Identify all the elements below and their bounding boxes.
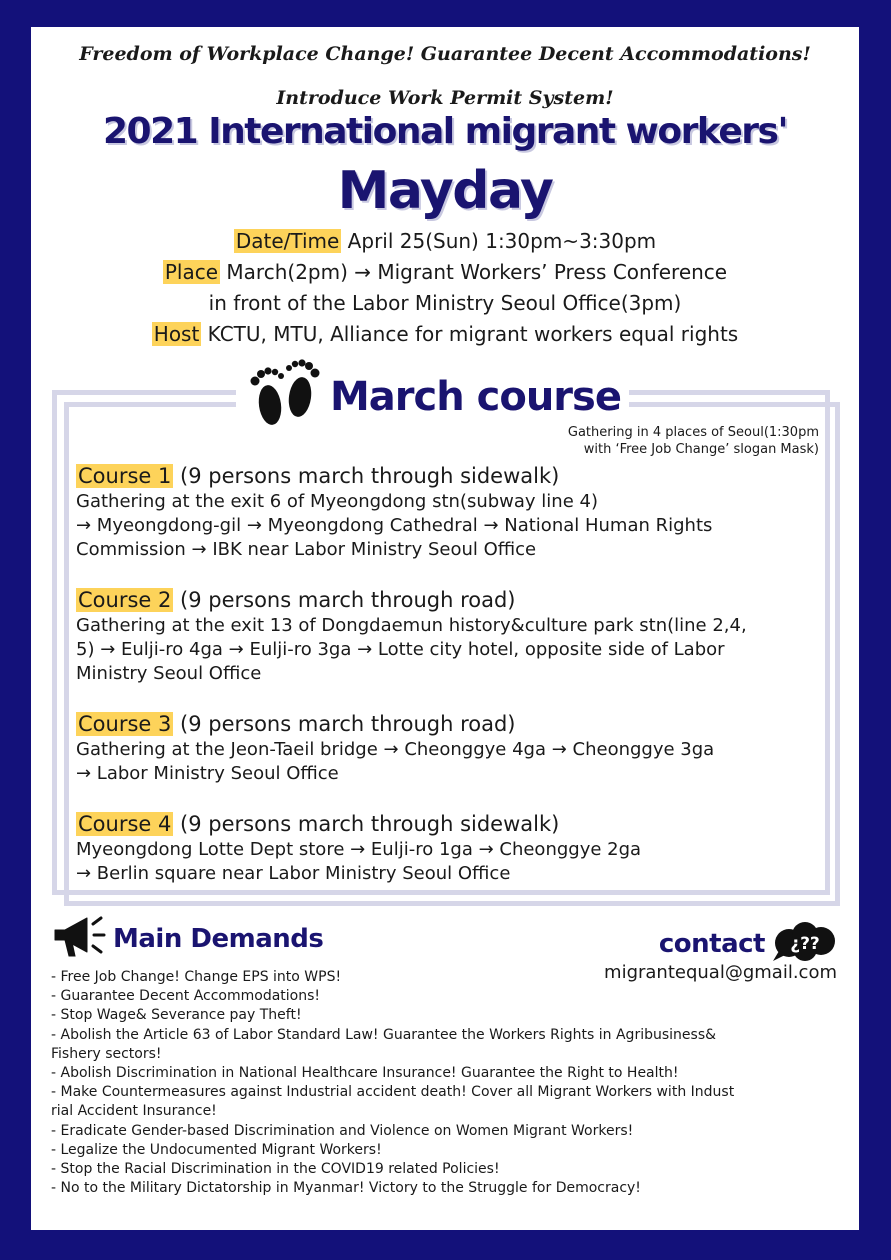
event-title-mayday: Mayday: [337, 161, 553, 221]
list-item: - Abolish the Article 63 of Labor Standard Law! Guarantee the Workers Rights in Agribusiness&: [51, 1026, 717, 1043]
datetime-label: Date/Time: [235, 229, 340, 253]
course-label: Course 2: [78, 588, 172, 612]
course-route-line: → Labor Ministry Seoul Office: [76, 763, 339, 784]
list-item: Fishery sectors!: [51, 1045, 162, 1062]
course-label: Course 4: [78, 812, 172, 836]
contact-heading: [659, 921, 837, 967]
list-item: - Abolish Discrimination in National Healthcare Insurance! Guarantee the Right to Health!: [51, 1065, 679, 1082]
course-label: Course 1: [78, 464, 172, 488]
slogan-second: Introduce Work Permit System!: [276, 87, 614, 109]
course-route-line: → Myeongdong-gil → Myeongdong Cathedral → National Human Rights: [76, 515, 713, 536]
gathering-note: [568, 424, 819, 458]
speech-cloud-text: ¿??: [790, 934, 820, 954]
course-route-line: → Berlin square near Labor Ministry Seoul Office: [76, 863, 511, 884]
speech-cloud-icon: [771, 921, 837, 967]
list-item: - Make Countermeasures against Industrial accident death! Cover all Migrant Workers with Indust: [51, 1084, 735, 1101]
demands-heading: [51, 912, 323, 966]
course-route-line: Myeongdong Lotte Dept store → Eulji-ro 1ga → Cheonggye 2ga: [76, 839, 642, 860]
gathering-note-line2: with ‘Free Job Change’ slogan Mask): [583, 442, 819, 457]
course-subtitle: (9 persons march through road): [173, 588, 516, 612]
course-route-line: Ministry Seoul Office: [76, 663, 262, 684]
demands-list: [51, 968, 846, 1198]
course-route-line: Gathering at the exit 13 of Dongdaemun history&culture park stn(line 2,4,: [76, 615, 747, 636]
list-item: - Eradicate Gender-based Discrimination and Violence on Women Migrant Workers!: [51, 1122, 634, 1139]
course-3: [76, 711, 826, 786]
gathering-note-line1: Gathering in 4 places of Seoul(1:30pm: [567, 425, 819, 440]
event-title: 2021 International migrant workers': [102, 111, 787, 152]
footprints-icon: [244, 357, 324, 437]
slogan-top: Freedom of Workplace Change! Guarantee Decent Accommodations!: [79, 43, 811, 65]
list-item: - Legalize the Undocumented Migrant Workers!: [51, 1141, 382, 1158]
contact-title: contact: [658, 929, 765, 959]
course-route-line: 5) → Eulji-ro 4ga → Eulji-ro 3ga → Lotte city hotel, opposite side of Labor: [76, 639, 725, 660]
course-label: Course 3: [78, 712, 172, 736]
list-item: - Stop the Racial Discrimination in the COVID19 related Policies!: [51, 1161, 500, 1178]
host-value: KCTU, MTU, Alliance for migrant workers equal rights: [201, 322, 739, 346]
megaphone-icon: [51, 912, 107, 966]
contact-email[interactable]: migrantequal@gmail.com: [604, 962, 837, 983]
course-route-line: Gathering at the Jeon-Taeil bridge → Cheonggye 4ga → Cheonggye 3ga: [76, 739, 715, 760]
course-route-line: Gathering at the exit 6 of Myeongdong stn(subway line 4): [76, 491, 598, 512]
poster: [31, 27, 859, 1230]
place-value-2: in front of the Labor Ministry Seoul Office(3pm): [208, 291, 682, 315]
place-label: Place: [164, 260, 219, 284]
course-2: [76, 587, 826, 686]
list-item: - No to the Military Dictatorship in Myanmar! Victory to the Struggle for Democracy!: [51, 1180, 641, 1197]
course-4: [76, 811, 826, 886]
demands-title: Main Demands: [113, 924, 324, 954]
course-subtitle: (9 persons march through sidewalk): [173, 812, 560, 836]
place-value: March(2pm) → Migrant Workers’ Press Conference: [220, 260, 728, 284]
course-subtitle: (9 persons march through road): [173, 712, 516, 736]
host-label: Host: [153, 322, 200, 346]
course-1: [76, 463, 826, 562]
march-title: March course: [330, 374, 621, 420]
list-item: - Free Job Change! Change EPS into WPS!: [51, 969, 342, 985]
course-route-line: Commission → IBK near Labor Ministry Seoul Office: [76, 539, 537, 560]
event-info: [31, 226, 859, 350]
list-item: - Guarantee Decent Accommodations!: [51, 988, 321, 1005]
datetime-value: April 25(Sun) 1:30pm~3:30pm: [341, 229, 657, 253]
course-subtitle: (9 persons march through sidewalk): [173, 464, 560, 488]
list-item: - Stop Wage& Severance pay Theft!: [51, 1007, 302, 1024]
list-item: rial Accident Insurance!: [51, 1103, 217, 1120]
